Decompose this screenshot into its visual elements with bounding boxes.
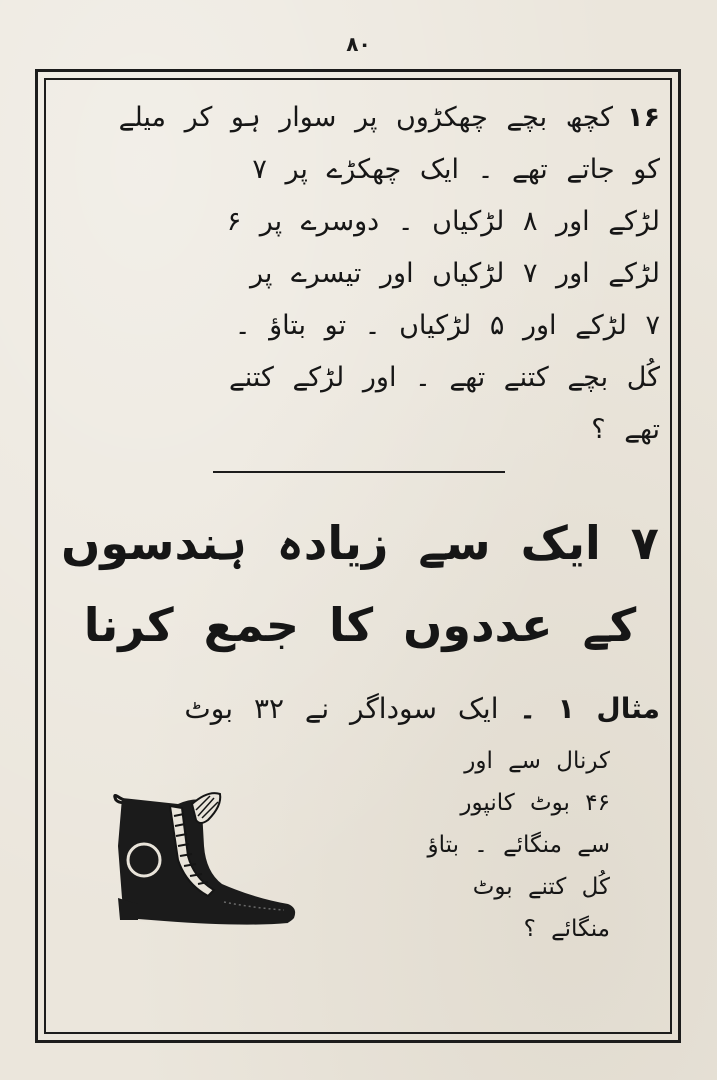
problem-text: کچھ بچے چھکڑوں پر سوار ہو کر میلے <box>118 102 614 133</box>
problem-line: لڑکے اور ۷ لڑکیاں اور تیسرے پر <box>249 258 660 289</box>
section-title-text: ایک سے زیادہ ہندسوں <box>61 516 601 570</box>
problem-line: ۷ لڑکے اور ۵ لڑکیاں ۔ تو بتاؤ ۔ <box>234 310 660 341</box>
section-title-line: کے عددوں کا جمع کرنا <box>83 598 637 652</box>
problem-line: کُل بچے کتنے تھے ۔ اور لڑکے کتنے <box>228 362 660 393</box>
section-heading <box>60 502 660 666</box>
problem-line: تھے ؟ <box>591 414 660 445</box>
example-line: منگائے ؟ <box>523 916 610 942</box>
example-body <box>360 740 610 950</box>
example-line: کرنال سے اور <box>464 748 610 774</box>
section-divider <box>213 471 505 473</box>
problem-number: ۱۶ <box>627 102 660 133</box>
word-problem <box>60 92 660 456</box>
example-line: سے منگائے ۔ بتاؤ <box>427 832 610 858</box>
example-heading <box>60 684 660 734</box>
page-number: ۸۰ <box>346 32 371 56</box>
boot-icon <box>104 786 300 936</box>
section-number: ۷ <box>630 516 659 570</box>
problem-line: لڑکے اور ۸ لڑکیاں ۔ دوسرے پر ۶ <box>226 206 660 237</box>
example-line: کُل کتنے بوٹ <box>472 874 610 900</box>
example-label: مثال ۱ ۔ <box>519 692 660 725</box>
example-line: ۴۶ بوٹ کانپور <box>460 790 610 816</box>
section-title-line <box>60 502 660 584</box>
example-head-text: ایک سوداگر نے ۳۲ بوٹ <box>184 692 499 725</box>
problem-line <box>60 92 660 144</box>
problem-line: کو جاتے تھے ۔ ایک چھکڑے پر ۷ <box>252 154 660 185</box>
